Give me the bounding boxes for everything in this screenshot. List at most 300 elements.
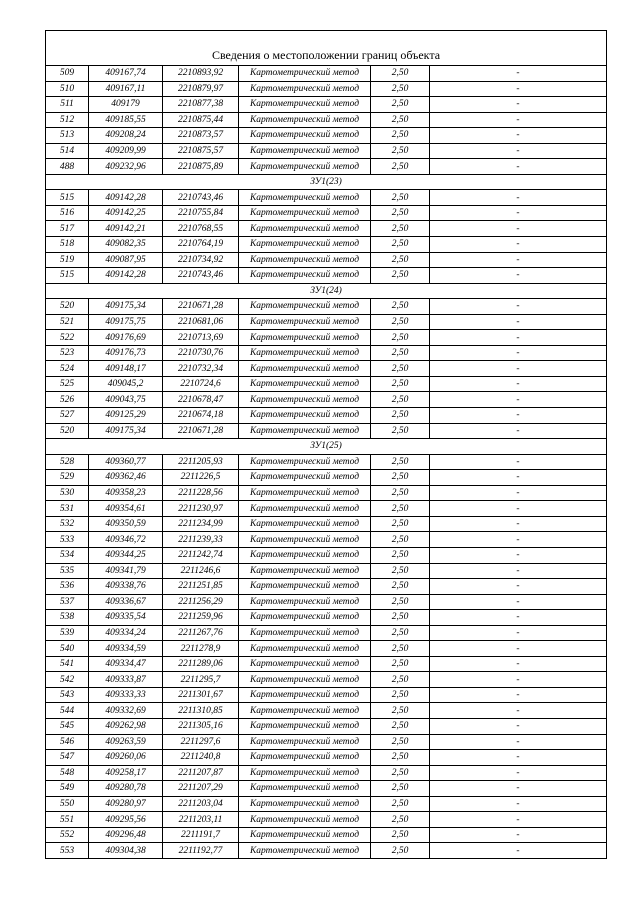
table-row — [46, 205, 607, 221]
x-coordinate-cell: 409142,21 — [89, 221, 163, 237]
description-cell: - — [430, 97, 607, 113]
description-cell: - — [430, 81, 607, 97]
point-number-cell: 509 — [46, 66, 89, 82]
y-coordinate-cell: 2210879,97 — [163, 81, 239, 97]
x-coordinate-cell: 409262,98 — [89, 718, 163, 734]
description-cell: - — [430, 718, 607, 734]
x-coordinate-cell: 409258,17 — [89, 765, 163, 781]
point-number-cell: 536 — [46, 579, 89, 595]
precision-cell: 2,50 — [371, 641, 430, 657]
method-cell: Картометрический метод — [239, 143, 371, 159]
method-cell: Картометрический метод — [239, 376, 371, 392]
point-number-cell: 521 — [46, 314, 89, 330]
method-cell: Картометрический метод — [239, 532, 371, 548]
method-cell: Картометрический метод — [239, 237, 371, 253]
y-coordinate-cell: 2211240,8 — [163, 750, 239, 766]
x-coordinate-cell: 409334,24 — [89, 625, 163, 641]
method-cell: Картометрический метод — [239, 159, 371, 175]
method-cell: Картометрический метод — [239, 66, 371, 82]
point-number-cell: 540 — [46, 641, 89, 657]
x-coordinate-cell: 409148,17 — [89, 361, 163, 377]
description-cell: - — [430, 143, 607, 159]
precision-cell: 2,50 — [371, 485, 430, 501]
precision-cell: 2,50 — [371, 672, 430, 688]
table-row — [46, 252, 607, 268]
y-coordinate-cell: 2211242,74 — [163, 547, 239, 563]
precision-cell: 2,50 — [371, 687, 430, 703]
method-cell: Картометрический метод — [239, 112, 371, 128]
method-cell: Картометрический метод — [239, 641, 371, 657]
y-coordinate-cell: 2210674,18 — [163, 408, 239, 424]
x-coordinate-cell: 409362,46 — [89, 470, 163, 486]
description-cell: - — [430, 205, 607, 221]
table-row — [46, 454, 607, 470]
section-row — [46, 439, 607, 455]
description-cell: - — [430, 734, 607, 750]
point-number-cell: 541 — [46, 656, 89, 672]
precision-cell: 2,50 — [371, 734, 430, 750]
y-coordinate-cell: 2210671,28 — [163, 299, 239, 315]
point-number-cell: 538 — [46, 610, 89, 626]
table-row — [46, 314, 607, 330]
point-number-cell: 524 — [46, 361, 89, 377]
y-coordinate-cell: 2211256,29 — [163, 594, 239, 610]
y-coordinate-cell: 2211203,11 — [163, 812, 239, 828]
description-cell: - — [430, 237, 607, 253]
precision-cell: 2,50 — [371, 470, 430, 486]
precision-cell: 2,50 — [371, 781, 430, 797]
method-cell: Картометрический метод — [239, 547, 371, 563]
point-number-cell: 547 — [46, 750, 89, 766]
y-coordinate-cell: 2210713,69 — [163, 330, 239, 346]
point-number-cell: 515 — [46, 190, 89, 206]
method-cell: Картометрический метод — [239, 470, 371, 486]
precision-cell: 2,50 — [371, 563, 430, 579]
method-cell: Картометрический метод — [239, 361, 371, 377]
precision-cell: 2,50 — [371, 610, 430, 626]
table-row — [46, 345, 607, 361]
precision-cell: 2,50 — [371, 423, 430, 439]
description-cell: - — [430, 423, 607, 439]
table-row — [46, 656, 607, 672]
description-cell: - — [430, 454, 607, 470]
precision-cell: 2,50 — [371, 454, 430, 470]
document-page — [45, 30, 606, 859]
precision-cell: 2,50 — [371, 97, 430, 113]
table-row — [46, 594, 607, 610]
method-cell: Картометрический метод — [239, 252, 371, 268]
point-number-cell: 539 — [46, 625, 89, 641]
description-cell: - — [430, 812, 607, 828]
y-coordinate-cell: 2211295,7 — [163, 672, 239, 688]
precision-cell: 2,50 — [371, 237, 430, 253]
description-cell: - — [430, 345, 607, 361]
description-cell: - — [430, 765, 607, 781]
method-cell: Картометрический метод — [239, 579, 371, 595]
precision-cell: 2,50 — [371, 159, 430, 175]
description-cell: - — [430, 66, 607, 82]
y-coordinate-cell: 2211234,99 — [163, 516, 239, 532]
precision-cell: 2,50 — [371, 299, 430, 315]
y-coordinate-cell: 2211278,9 — [163, 641, 239, 657]
method-cell: Картометрический метод — [239, 190, 371, 206]
description-cell: - — [430, 796, 607, 812]
description-cell: - — [430, 252, 607, 268]
point-number-cell: 514 — [46, 143, 89, 159]
point-number-cell: 533 — [46, 532, 89, 548]
precision-cell: 2,50 — [371, 625, 430, 641]
table-row — [46, 221, 607, 237]
table-row — [46, 392, 607, 408]
point-number-cell: 529 — [46, 470, 89, 486]
point-number-cell: 552 — [46, 827, 89, 843]
precision-cell: 2,50 — [371, 66, 430, 82]
y-coordinate-cell: 2211192,77 — [163, 843, 239, 859]
description-cell: - — [430, 221, 607, 237]
description-cell: - — [430, 330, 607, 346]
description-cell: - — [430, 703, 607, 719]
precision-cell: 2,50 — [371, 750, 430, 766]
x-coordinate-cell: 409304,38 — [89, 843, 163, 859]
x-coordinate-cell: 409333,33 — [89, 687, 163, 703]
precision-cell: 2,50 — [371, 345, 430, 361]
precision-cell: 2,50 — [371, 268, 430, 284]
table-row — [46, 159, 607, 175]
x-coordinate-cell: 409260,06 — [89, 750, 163, 766]
y-coordinate-cell: 2210724,6 — [163, 376, 239, 392]
x-coordinate-cell: 409280,97 — [89, 796, 163, 812]
x-coordinate-cell: 409295,56 — [89, 812, 163, 828]
precision-cell: 2,50 — [371, 516, 430, 532]
precision-cell: 2,50 — [371, 579, 430, 595]
table-row — [46, 299, 607, 315]
point-number-cell: 531 — [46, 501, 89, 517]
table-row — [46, 579, 607, 595]
description-cell: - — [430, 594, 607, 610]
description-cell: - — [430, 532, 607, 548]
precision-cell: 2,50 — [371, 532, 430, 548]
x-coordinate-cell: 409142,28 — [89, 190, 163, 206]
description-cell: - — [430, 376, 607, 392]
table-row — [46, 718, 607, 734]
precision-cell: 2,50 — [371, 143, 430, 159]
x-coordinate-cell: 409167,11 — [89, 81, 163, 97]
precision-cell: 2,50 — [371, 812, 430, 828]
section-label: ЗУ1(24) — [46, 283, 607, 299]
point-number-cell: 518 — [46, 237, 89, 253]
x-coordinate-cell: 409334,59 — [89, 641, 163, 657]
x-coordinate-cell: 409354,61 — [89, 501, 163, 517]
point-number-cell: 535 — [46, 563, 89, 579]
x-coordinate-cell: 409175,75 — [89, 314, 163, 330]
precision-cell: 2,50 — [371, 827, 430, 843]
x-coordinate-cell: 409336,67 — [89, 594, 163, 610]
precision-cell: 2,50 — [371, 221, 430, 237]
method-cell: Картометрический метод — [239, 81, 371, 97]
point-number-cell: 545 — [46, 718, 89, 734]
y-coordinate-cell: 2211267,76 — [163, 625, 239, 641]
x-coordinate-cell: 409333,87 — [89, 672, 163, 688]
method-cell: Картометрический метод — [239, 221, 371, 237]
method-cell: Картометрический метод — [239, 687, 371, 703]
point-number-cell: 543 — [46, 687, 89, 703]
precision-cell: 2,50 — [371, 765, 430, 781]
point-number-cell: 520 — [46, 423, 89, 439]
description-cell: - — [430, 408, 607, 424]
table-row — [46, 361, 607, 377]
method-cell: Картометрический метод — [239, 268, 371, 284]
table-row — [46, 66, 607, 82]
method-cell: Картометрический метод — [239, 345, 371, 361]
method-cell: Картометрический метод — [239, 812, 371, 828]
table-row — [46, 765, 607, 781]
method-cell: Картометрический метод — [239, 501, 371, 517]
precision-cell: 2,50 — [371, 112, 430, 128]
section-row — [46, 174, 607, 190]
y-coordinate-cell: 2210755,84 — [163, 205, 239, 221]
description-cell: - — [430, 547, 607, 563]
description-cell: - — [430, 579, 607, 595]
precision-cell: 2,50 — [371, 361, 430, 377]
y-coordinate-cell: 2211207,87 — [163, 765, 239, 781]
method-cell: Картометрический метод — [239, 625, 371, 641]
method-cell: Картометрический метод — [239, 563, 371, 579]
point-number-cell: 510 — [46, 81, 89, 97]
description-cell: - — [430, 625, 607, 641]
y-coordinate-cell: 2210893,92 — [163, 66, 239, 82]
table-body — [46, 31, 607, 859]
description-cell: - — [430, 190, 607, 206]
table-row — [46, 610, 607, 626]
y-coordinate-cell: 2210671,28 — [163, 423, 239, 439]
description-cell: - — [430, 687, 607, 703]
table-row — [46, 485, 607, 501]
precision-cell: 2,50 — [371, 252, 430, 268]
point-number-cell: 551 — [46, 812, 89, 828]
section-label: ЗУ1(23) — [46, 174, 607, 190]
precision-cell: 2,50 — [371, 330, 430, 346]
method-cell: Картометрический метод — [239, 594, 371, 610]
point-number-cell: 530 — [46, 485, 89, 501]
y-coordinate-cell: 2211191,7 — [163, 827, 239, 843]
section-label: ЗУ1(25) — [46, 439, 607, 455]
table-row — [46, 547, 607, 563]
point-number-cell: 512 — [46, 112, 89, 128]
method-cell: Картометрический метод — [239, 454, 371, 470]
point-number-cell: 523 — [46, 345, 89, 361]
y-coordinate-cell: 2211205,93 — [163, 454, 239, 470]
x-coordinate-cell: 409142,25 — [89, 205, 163, 221]
precision-cell: 2,50 — [371, 656, 430, 672]
table-row — [46, 796, 607, 812]
method-cell: Картометрический метод — [239, 781, 371, 797]
description-cell: - — [430, 750, 607, 766]
description-cell: - — [430, 314, 607, 330]
table-row — [46, 97, 607, 113]
method-cell: Картометрический метод — [239, 672, 371, 688]
precision-cell: 2,50 — [371, 205, 430, 221]
y-coordinate-cell: 2210877,38 — [163, 97, 239, 113]
y-coordinate-cell: 2210873,57 — [163, 128, 239, 144]
table-row — [46, 376, 607, 392]
point-number-cell: 513 — [46, 128, 89, 144]
method-cell: Картометрический метод — [239, 330, 371, 346]
table-row — [46, 501, 607, 517]
precision-cell: 2,50 — [371, 408, 430, 424]
title-row — [46, 31, 607, 66]
point-number-cell: 553 — [46, 843, 89, 859]
point-number-cell: 544 — [46, 703, 89, 719]
table-row — [46, 408, 607, 424]
table-row — [46, 750, 607, 766]
description-cell: - — [430, 128, 607, 144]
section-row — [46, 283, 607, 299]
table-row — [46, 330, 607, 346]
y-coordinate-cell: 2211251,85 — [163, 579, 239, 595]
y-coordinate-cell: 2211228,56 — [163, 485, 239, 501]
x-coordinate-cell: 409176,69 — [89, 330, 163, 346]
point-number-cell: 546 — [46, 734, 89, 750]
y-coordinate-cell: 2210875,89 — [163, 159, 239, 175]
method-cell: Картометрический метод — [239, 765, 371, 781]
description-cell: - — [430, 610, 607, 626]
method-cell: Картометрический метод — [239, 314, 371, 330]
description-cell: - — [430, 641, 607, 657]
table-row — [46, 268, 607, 284]
point-number-cell: 516 — [46, 205, 89, 221]
y-coordinate-cell: 2210734,92 — [163, 252, 239, 268]
precision-cell: 2,50 — [371, 314, 430, 330]
description-cell: - — [430, 656, 607, 672]
method-cell: Картометрический метод — [239, 843, 371, 859]
point-number-cell: 542 — [46, 672, 89, 688]
point-number-cell: 520 — [46, 299, 89, 315]
method-cell: Картометрический метод — [239, 610, 371, 626]
x-coordinate-cell: 409263,59 — [89, 734, 163, 750]
method-cell: Картометрический метод — [239, 827, 371, 843]
table-row — [46, 734, 607, 750]
x-coordinate-cell: 409167,74 — [89, 66, 163, 82]
point-number-cell: 549 — [46, 781, 89, 797]
point-number-cell: 519 — [46, 252, 89, 268]
precision-cell: 2,50 — [371, 81, 430, 97]
y-coordinate-cell: 2211226,5 — [163, 470, 239, 486]
point-number-cell: 526 — [46, 392, 89, 408]
table-row — [46, 470, 607, 486]
x-coordinate-cell: 409358,23 — [89, 485, 163, 501]
table-row — [46, 128, 607, 144]
x-coordinate-cell: 409176,73 — [89, 345, 163, 361]
description-cell: - — [430, 485, 607, 501]
y-coordinate-cell: 2211230,97 — [163, 501, 239, 517]
table-row — [46, 827, 607, 843]
description-cell: - — [430, 827, 607, 843]
description-cell: - — [430, 516, 607, 532]
precision-cell: 2,50 — [371, 128, 430, 144]
x-coordinate-cell: 409179 — [89, 97, 163, 113]
description-cell: - — [430, 781, 607, 797]
table-row — [46, 703, 607, 719]
method-cell: Картометрический метод — [239, 128, 371, 144]
y-coordinate-cell: 2210743,46 — [163, 190, 239, 206]
y-coordinate-cell: 2210875,57 — [163, 143, 239, 159]
description-cell: - — [430, 112, 607, 128]
table-row — [46, 812, 607, 828]
point-number-cell: 548 — [46, 765, 89, 781]
description-cell: - — [430, 563, 607, 579]
table-row — [46, 687, 607, 703]
point-number-cell: 525 — [46, 376, 89, 392]
point-number-cell: 527 — [46, 408, 89, 424]
x-coordinate-cell: 409296,48 — [89, 827, 163, 843]
method-cell: Картометрический метод — [239, 703, 371, 719]
point-number-cell: 550 — [46, 796, 89, 812]
method-cell: Картометрический метод — [239, 796, 371, 812]
x-coordinate-cell: 409175,34 — [89, 299, 163, 315]
table-row — [46, 112, 607, 128]
table-row — [46, 516, 607, 532]
precision-cell: 2,50 — [371, 796, 430, 812]
method-cell: Картометрический метод — [239, 516, 371, 532]
y-coordinate-cell: 2210875,44 — [163, 112, 239, 128]
method-cell: Картометрический метод — [239, 718, 371, 734]
precision-cell: 2,50 — [371, 594, 430, 610]
precision-cell: 2,50 — [371, 376, 430, 392]
description-cell: - — [430, 470, 607, 486]
table-row — [46, 423, 607, 439]
y-coordinate-cell: 2210681,06 — [163, 314, 239, 330]
y-coordinate-cell: 2211289,06 — [163, 656, 239, 672]
precision-cell: 2,50 — [371, 703, 430, 719]
point-number-cell: 537 — [46, 594, 89, 610]
description-cell: - — [430, 392, 607, 408]
precision-cell: 2,50 — [371, 843, 430, 859]
x-coordinate-cell: 409350,59 — [89, 516, 163, 532]
point-number-cell: 534 — [46, 547, 89, 563]
method-cell: Картометрический метод — [239, 408, 371, 424]
description-cell: - — [430, 268, 607, 284]
y-coordinate-cell: 2211305,16 — [163, 718, 239, 734]
x-coordinate-cell: 409335,54 — [89, 610, 163, 626]
point-number-cell: 522 — [46, 330, 89, 346]
x-coordinate-cell: 409344,25 — [89, 547, 163, 563]
y-coordinate-cell: 2211310,85 — [163, 703, 239, 719]
x-coordinate-cell: 409208,24 — [89, 128, 163, 144]
precision-cell: 2,50 — [371, 392, 430, 408]
precision-cell: 2,50 — [371, 718, 430, 734]
x-coordinate-cell: 409125,29 — [89, 408, 163, 424]
description-cell: - — [430, 361, 607, 377]
x-coordinate-cell: 409360,77 — [89, 454, 163, 470]
table-row — [46, 625, 607, 641]
table-row — [46, 143, 607, 159]
x-coordinate-cell: 409346,72 — [89, 532, 163, 548]
x-coordinate-cell: 409332,69 — [89, 703, 163, 719]
description-cell: - — [430, 159, 607, 175]
y-coordinate-cell: 2210764,19 — [163, 237, 239, 253]
method-cell: Картометрический метод — [239, 750, 371, 766]
y-coordinate-cell: 2211297,6 — [163, 734, 239, 750]
x-coordinate-cell: 409280,78 — [89, 781, 163, 797]
x-coordinate-cell: 409185,55 — [89, 112, 163, 128]
y-coordinate-cell: 2211246,6 — [163, 563, 239, 579]
method-cell: Картометрический метод — [239, 205, 371, 221]
precision-cell: 2,50 — [371, 501, 430, 517]
x-coordinate-cell: 409142,28 — [89, 268, 163, 284]
point-number-cell: 517 — [46, 221, 89, 237]
y-coordinate-cell: 2211301,67 — [163, 687, 239, 703]
method-cell: Картометрический метод — [239, 299, 371, 315]
